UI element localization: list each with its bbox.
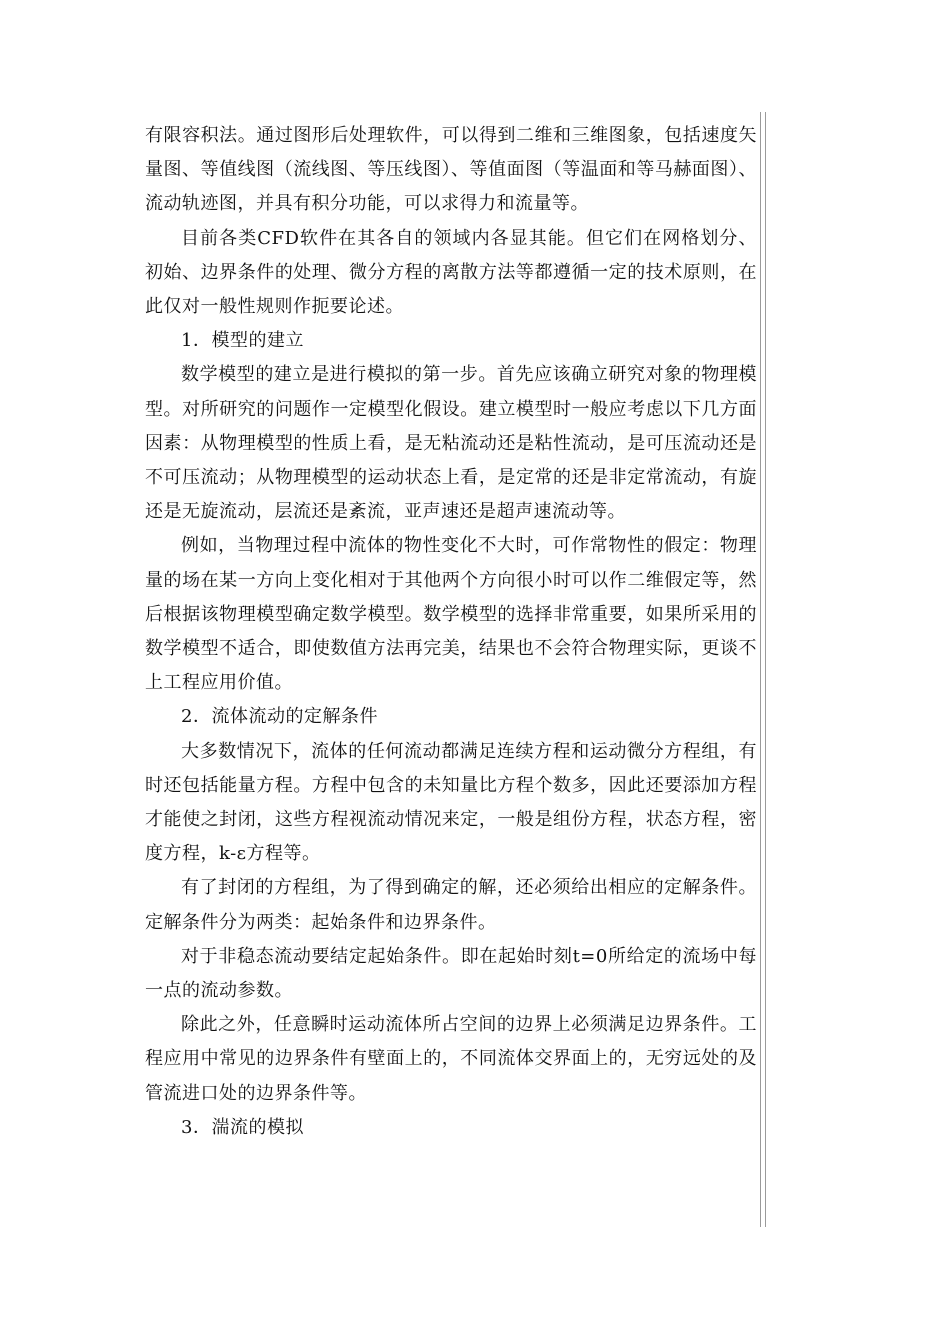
section-heading-turbulence: 3．湍流的模拟 [181, 1116, 304, 1138]
margin-rule [760, 112, 766, 1227]
body-text [145, 119, 757, 1145]
paragraph-equations: 大多数情况下，流体的任何流动都满足连续方程和运动微分方程组，有时还包括能量方程。方程中包含的未知量比方程个数多，因此还要添加方程才能使之封闭，这些方程视流动情况来定，一般是组份方程，状态方程，密度方程，k-ε方程等。 [145, 740, 757, 865]
paragraph-initial-conditions: 对于非稳态流动要结定起始条件。即在起始时刻t=0所给定的流场中每一点的流动参数。 [145, 945, 757, 1002]
paragraph-closed-equations: 有了封闭的方程组，为了得到确定的解，还必须给出相应的定解条件。定解条件分为两类：起始条件和边界条件。 [145, 877, 757, 933]
paragraph-continuation: 有限容积法。通过图形后处理软件，可以得到二维和三维图象，包括速度矢量图、等值线图（流线图、等压线图）、等值面图（等温面和等马赫面图）、流动轨迹图，并具有积分功能，可以求得力和流量等。 [145, 125, 757, 215]
section-heading-conditions: 2．流体流动的定解条件 [181, 706, 378, 728]
paragraph-math-model: 数学模型的建立是进行模拟的第一步。首先应该确立研究对象的物理模型。对所研究的问题作一定模型化假设。建立模型时一般应考虑以下几方面因素：从物理模型的性质上看，是无粘流动还是粘性流动，是可压流动还是不可压流动；从物理模型的运动状态上看，是定常的还是非定常流动，有旋还是无旋流动，层流还是紊流，亚声速还是超声速流动等。 [145, 364, 757, 523]
paragraph-boundary-conditions: 除此之外，任意瞬时运动流体所占空间的边界上必须满足边界条件。工程应用中常见的边界条件有壁面上的，不同流体交界面上的，无穷远处的及管流进口处的边界条件等。 [145, 1014, 757, 1104]
paragraph-example: 例如，当物理过程中流体的物性变化不大时，可作常物性的假定：物理量的场在某一方向上变化相对于其他两个方向很小时可以作二维假定等，然后根据该物理模型确定数学模型。数学模型的选择非常重要，如果所采用的数学模型不适合，即使数值方法再完美，结果也不会符合物理实际，更谈不上工程应用价值。 [145, 535, 757, 694]
section-heading-model: 1．模型的建立 [181, 330, 304, 352]
paragraph-cfd-software: 目前各类CFD软件在其各自的领域内各显其能。但它们在网格划分、初始、边界条件的处理、微分方程的离散方法等都遵循一定的技术原则，在此仅对一般性规则作扼要论述。 [145, 227, 757, 318]
